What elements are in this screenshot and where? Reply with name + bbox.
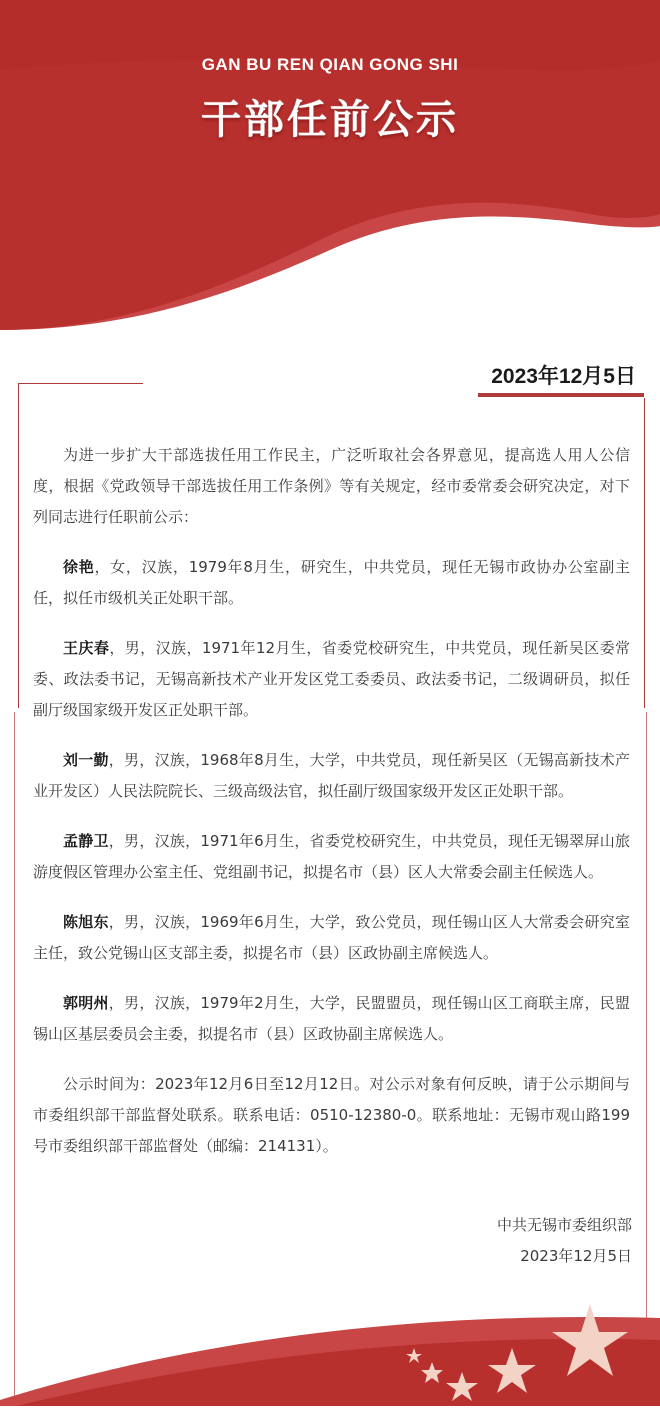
- person-entry: [33, 826, 630, 888]
- notice-paragraph: 公示时间为：2023年12月6日至12月12日。对公示对象有何反映，请于公示期间与市委组织部干部监督处联系。联系电话：0510-12380-0。联系地址：无锡市观山路199号市委组织部干部监督处（邮编：214131）。: [33, 1075, 630, 1155]
- footer-banner: [0, 1290, 660, 1410]
- person-entry: [33, 745, 630, 807]
- date-underline: [478, 393, 644, 397]
- signature-block: [497, 1210, 632, 1272]
- footer-border-mask: [0, 1406, 660, 1410]
- person-entry: [33, 907, 630, 969]
- card-left-line: [18, 383, 19, 708]
- publish-date: 2023年12月5日: [491, 365, 636, 388]
- signature-date: 2023年12月5日: [520, 1247, 632, 1265]
- person-entry: [33, 988, 630, 1050]
- person-details: ，女，汉族，1979年8月生，研究生，中共党员，现任无锡市政协办公室副主任，拟任市级机关正处职干部。: [33, 558, 630, 607]
- header-pinyin: GAN BU REN QIAN GONG SHI: [201, 55, 459, 74]
- person-details: ，男，汉族，1971年12月生，省委党校研究生，中共党员，现任新吴区委常委、政法委书记，无锡高新技术产业开发区党工委委员、政法委书记，二级调研员，拟任副厅级国家级开发区正处职干部。: [33, 639, 630, 719]
- person-entry: [33, 633, 630, 726]
- page-title: 干部任前公示: [201, 97, 459, 143]
- card-right-line: [644, 398, 645, 708]
- person-name: 王庆春: [63, 639, 110, 657]
- person-name: 徐艳: [63, 558, 95, 576]
- person-details: ，男，汉族，1971年6月生，省委党校研究生，中共党员，现任无锡翠屏山旅游度假区管理办公室主任、党组副书记，拟提名市（县）区人大常委会副主任候选人。: [33, 832, 630, 881]
- person-details: ，男，汉族，1968年8月生，大学，中共党员，现任新吴区（无锡高新技术产业开发区）人民法院院长、三级高级法官，拟任副厅级国家级开发区正处职干部。: [33, 751, 630, 800]
- person-details: ，男，汉族，1979年2月生，大学，民盟盟员，现任锡山区工商联主席，民盟锡山区基层委员会主委，拟提名市（县）区政协副主席候选人。: [33, 994, 630, 1043]
- signature-org: 中共无锡市委组织部: [496, 1216, 632, 1234]
- person-entry: [33, 552, 630, 614]
- person-name: 刘一勤: [63, 751, 109, 769]
- person-details: ，男，汉族，1969年6月生，大学，致公党员，现任锡山区人大常委会研究室主任，致公党锡山区支部主委，拟提名市（县）区政协副主席候选人。: [33, 913, 630, 962]
- person-name: 郭明州: [63, 994, 109, 1012]
- announcement-body: [33, 440, 630, 1181]
- card-top-line: [18, 383, 143, 384]
- person-name: 陈旭东: [63, 913, 109, 931]
- intro-paragraph: 为进一步扩大干部选拔任用工作民主，广泛听取社会各界意见，提高选人用人公信度，根据《党政领导干部选拔任用工作条例》等有关规定，经市委常委会研究决定，对下列同志进行任职前公示：: [33, 446, 630, 526]
- person-name: 孟静卫: [63, 832, 109, 850]
- header-banner: [0, 0, 660, 345]
